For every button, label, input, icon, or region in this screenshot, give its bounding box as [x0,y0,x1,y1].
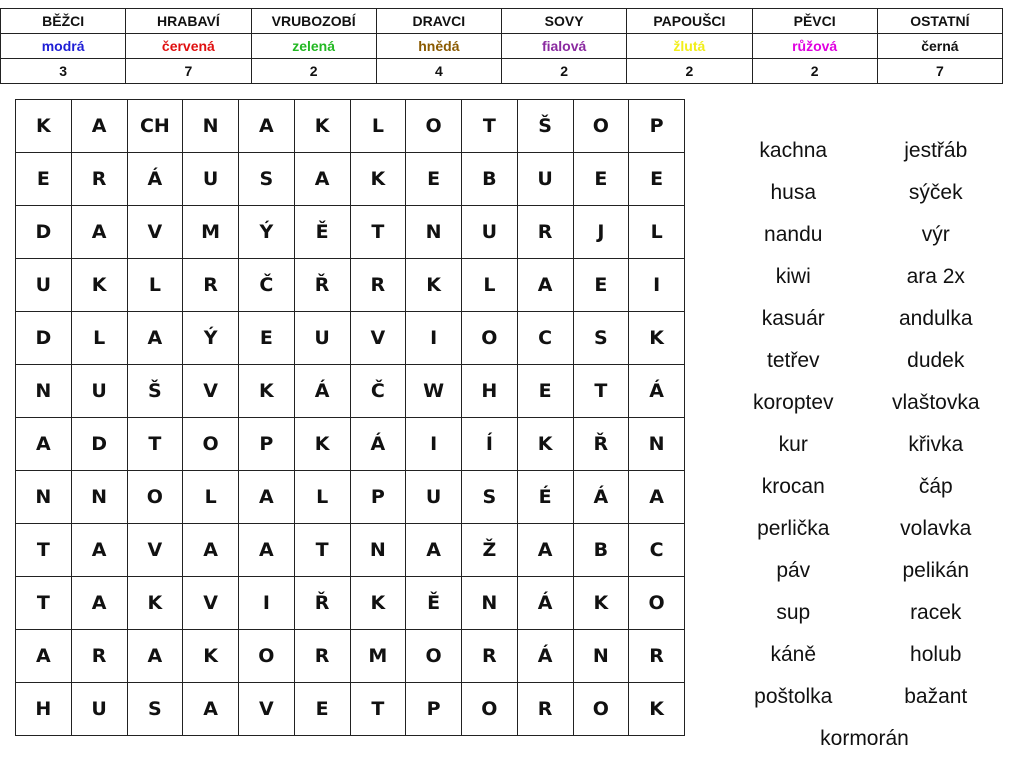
grid-cell[interactable]: O [573,683,629,736]
word-list-row [722,466,1007,508]
word-item[interactable]: křivka [908,433,964,456]
grid-cell[interactable]: R [517,683,573,736]
grid-cell[interactable]: A [127,312,183,365]
word-list-row [722,340,1007,382]
grid-cell[interactable]: Š [517,100,573,153]
grid-cell[interactable]: E [629,153,685,206]
grid-cell[interactable]: A [183,683,239,736]
grid-cell[interactable]: L [183,471,239,524]
grid-cell[interactable]: O [573,100,629,153]
word-item[interactable]: dudek [907,349,965,372]
grid-cell[interactable]: Ž [462,524,518,577]
legend-count-cell: 7 [126,59,251,84]
grid-cell[interactable]: A [239,524,295,577]
word-item[interactable]: vlaštovka [891,391,980,414]
grid-cell[interactable]: Š [127,365,183,418]
legend-count-cell: 7 [877,59,1002,84]
legend-count-cell: 2 [502,59,627,84]
grid-cell[interactable]: K [71,259,127,312]
legend-color-row [1,34,1003,59]
legend-color-cell: fialová [502,34,627,59]
grid-cell[interactable]: C [517,312,573,365]
grid-cell[interactable]: CH [127,100,183,153]
grid-cell[interactable]: U [16,259,72,312]
word-item[interactable]: poštolka [754,685,833,708]
legend-category-cell: PĚVCI [752,9,877,34]
grid-row [16,630,685,683]
word-item[interactable]: kur [778,433,808,456]
grid-cell[interactable]: N [16,365,72,418]
grid-cell[interactable]: A [406,524,462,577]
grid-cell[interactable]: A [71,100,127,153]
word-item[interactable]: krocan [761,475,825,498]
category-legend-table [0,8,1003,84]
grid-cell[interactable]: A [71,206,127,259]
grid-cell[interactable]: A [127,630,183,683]
grid-cell[interactable]: A [239,471,295,524]
grid-cell[interactable]: Ý [239,206,295,259]
grid-cell[interactable]: Ě [294,206,350,259]
word-list-last-row [722,718,1007,760]
grid-cell[interactable]: Á [517,577,573,630]
grid-cell[interactable]: E [573,153,629,206]
grid-cell[interactable]: M [183,206,239,259]
grid-cell[interactable]: D [16,206,72,259]
grid-cell[interactable]: V [127,206,183,259]
word-item[interactable]: kiwi [775,265,811,288]
grid-cell[interactable]: L [350,100,406,153]
grid-cell[interactable]: T [294,524,350,577]
grid-cell[interactable]: Ř [294,577,350,630]
grid-cell[interactable]: N [462,577,518,630]
grid-cell[interactable]: O [127,471,183,524]
legend-color-cell: zelená [251,34,376,59]
word-item[interactable]: výr [921,223,950,246]
grid-cell[interactable]: R [462,630,518,683]
legend-category-cell: BĚŽCI [1,9,126,34]
grid-row [16,100,685,153]
grid-cell[interactable]: K [629,312,685,365]
grid-cell[interactable]: Á [629,365,685,418]
legend-color-cell: modrá [1,34,126,59]
grid-row [16,524,685,577]
grid-row [16,259,685,312]
grid-cell[interactable]: Č [350,365,406,418]
legend-color-cell: hnědá [376,34,501,59]
legend-category-cell: HRABAVÍ [126,9,251,34]
grid-cell[interactable]: R [71,630,127,683]
grid-row [16,418,685,471]
grid-cell[interactable]: A [517,259,573,312]
grid-row [16,683,685,736]
word-item[interactable]: páv [776,559,811,582]
grid-cell[interactable]: Á [573,471,629,524]
grid-cell[interactable]: E [406,153,462,206]
word-item[interactable]: holub [910,643,962,666]
grid-row [16,577,685,630]
word-item[interactable]: kormorán [820,727,909,750]
word-item[interactable]: perlička [757,517,830,540]
legend-category-row [1,9,1003,34]
grid-row [16,153,685,206]
grid-cell[interactable]: É [517,471,573,524]
word-item[interactable]: bažant [904,685,968,708]
grid-cell[interactable]: B [462,153,518,206]
grid-cell[interactable]: P [239,418,295,471]
grid-cell[interactable]: S [239,153,295,206]
grid-cell[interactable]: T [350,206,406,259]
grid-cell[interactable]: Á [294,365,350,418]
grid-cell[interactable]: L [462,259,518,312]
grid-cell[interactable]: L [71,312,127,365]
grid-cell[interactable]: A [183,524,239,577]
grid-cell[interactable]: D [71,418,127,471]
word-list-row [722,298,1007,340]
grid-cell[interactable]: Á [127,153,183,206]
word-item[interactable]: jestřáb [904,139,968,162]
grid-cell[interactable]: I [406,312,462,365]
grid-cell[interactable]: R [517,206,573,259]
grid-cell[interactable]: Á [350,418,406,471]
legend-color-cell: žlutá [627,34,752,59]
grid-cell[interactable]: W [406,365,462,418]
word-item[interactable]: sup [776,601,811,624]
word-list [722,130,1007,760]
legend-count-row [1,59,1003,84]
grid-cell[interactable]: K [294,100,350,153]
word-list-row [722,256,1007,298]
grid-cell[interactable]: A [517,524,573,577]
word-search-grid [15,99,685,736]
word-item[interactable]: kasuár [761,307,825,330]
grid-cell[interactable]: O [462,683,518,736]
grid-cell[interactable]: R [350,259,406,312]
grid-cell[interactable]: N [629,418,685,471]
grid-cell[interactable]: C [629,524,685,577]
grid-cell[interactable]: T [127,418,183,471]
word-item[interactable]: ara 2x [906,265,965,288]
grid-cell[interactable]: T [573,365,629,418]
word-item[interactable]: volavka [900,517,972,540]
legend-count-cell: 2 [251,59,376,84]
grid-cell[interactable]: S [573,312,629,365]
grid-cell[interactable]: A [16,418,72,471]
grid-cell[interactable]: U [71,683,127,736]
grid-cell[interactable]: V [350,312,406,365]
grid-cell[interactable]: K [517,418,573,471]
grid-cell[interactable]: P [350,471,406,524]
word-item[interactable]: tetřev [766,349,820,372]
legend-category-cell: DRAVCI [376,9,501,34]
grid-cell[interactable]: O [183,418,239,471]
word-item[interactable]: sýček [908,181,963,204]
grid-cell[interactable]: E [573,259,629,312]
grid-cell[interactable]: V [239,683,295,736]
grid-cell[interactable]: N [16,471,72,524]
legend-category-cell: OSTATNÍ [877,9,1002,34]
grid-cell[interactable]: K [629,683,685,736]
grid-cell[interactable]: T [350,683,406,736]
grid-cell[interactable]: K [239,365,295,418]
legend-count-cell: 2 [627,59,752,84]
grid-cell[interactable]: H [16,683,72,736]
grid-cell[interactable]: E [517,365,573,418]
grid-cell[interactable]: B [573,524,629,577]
grid-cell[interactable]: D [16,312,72,365]
word-list-row [722,214,1007,256]
grid-cell[interactable]: U [183,153,239,206]
grid-cell[interactable]: Ý [183,312,239,365]
word-list-row [722,676,1007,718]
word-item[interactable]: racek [910,601,962,624]
grid-cell[interactable]: Č [239,259,295,312]
grid-cell[interactable]: U [517,153,573,206]
word-list-row [722,382,1007,424]
grid-cell[interactable]: M [350,630,406,683]
grid-cell[interactable]: K [127,577,183,630]
grid-cell[interactable]: R [183,259,239,312]
grid-cell[interactable]: O [239,630,295,683]
grid-cell[interactable]: A [71,577,127,630]
grid-cell[interactable]: P [629,100,685,153]
word-list-row [722,130,1007,172]
grid-row [16,206,685,259]
word-item[interactable]: nandu [764,223,823,246]
grid-cell[interactable]: V [183,365,239,418]
grid-cell[interactable]: N [350,524,406,577]
grid-cell[interactable]: K [573,577,629,630]
grid-cell[interactable]: U [406,471,462,524]
grid-cell[interactable]: U [294,312,350,365]
word-item[interactable]: andulka [898,307,973,330]
grid-cell[interactable]: V [127,524,183,577]
grid-cell[interactable]: S [462,471,518,524]
grid-cell[interactable]: N [71,471,127,524]
grid-cell[interactable]: I [239,577,295,630]
word-item[interactable]: čáp [918,475,953,498]
grid-cell[interactable]: K [16,100,72,153]
legend-category-cell: PAPOUŠCI [627,9,752,34]
grid-cell[interactable]: T [462,100,518,153]
word-list-row [722,508,1007,550]
word-list-row [722,424,1007,466]
grid-cell[interactable]: E [239,312,295,365]
word-item[interactable]: pelikán [902,559,970,582]
grid-cell[interactable]: Ř [294,259,350,312]
grid-cell[interactable]: P [406,683,462,736]
word-list-row [722,550,1007,592]
grid-cell[interactable]: E [16,153,72,206]
grid-cell[interactable]: A [239,100,295,153]
grid-cell[interactable]: Ě [406,577,462,630]
grid-cell[interactable]: J [573,206,629,259]
grid-cell[interactable]: O [629,577,685,630]
grid-cell[interactable]: A [71,524,127,577]
word-item[interactable]: koroptev [752,391,834,414]
word-list-row [722,634,1007,676]
grid-row [16,365,685,418]
legend-color-cell: růžová [752,34,877,59]
grid-cell[interactable]: L [294,471,350,524]
word-list-row [722,592,1007,634]
grid-cell[interactable]: K [350,577,406,630]
grid-cell[interactable]: I [406,418,462,471]
grid-cell[interactable]: I [629,259,685,312]
grid-row [16,312,685,365]
grid-cell[interactable]: Í [462,418,518,471]
word-item[interactable]: husa [770,181,817,204]
grid-cell[interactable]: L [629,206,685,259]
grid-row [16,471,685,524]
grid-cell[interactable]: K [350,153,406,206]
grid-cell[interactable]: A [16,630,72,683]
grid-cell[interactable]: S [127,683,183,736]
grid-cell[interactable]: Ř [573,418,629,471]
grid-cell[interactable]: O [406,630,462,683]
grid-cell[interactable]: O [462,312,518,365]
legend-category-cell: SOVY [502,9,627,34]
grid-cell[interactable]: R [294,630,350,683]
grid-cell[interactable]: T [16,524,72,577]
word-item[interactable]: kachna [759,139,828,162]
grid-cell[interactable]: K [406,259,462,312]
legend-color-cell: černá [877,34,1002,59]
grid-cell[interactable]: K [183,630,239,683]
grid-cell[interactable]: A [294,153,350,206]
grid-cell[interactable]: U [462,206,518,259]
grid-cell[interactable]: N [573,630,629,683]
legend-color-cell: červená [126,34,251,59]
grid-cell[interactable]: K [294,418,350,471]
legend-count-cell: 2 [752,59,877,84]
grid-cell[interactable]: H [462,365,518,418]
grid-cell[interactable]: R [71,153,127,206]
grid-cell[interactable]: N [183,100,239,153]
grid-cell[interactable]: N [406,206,462,259]
legend-count-cell: 3 [1,59,126,84]
grid-cell[interactable]: U [71,365,127,418]
word-item[interactable]: káně [770,643,817,666]
grid-cell[interactable]: Á [517,630,573,683]
grid-cell[interactable]: E [294,683,350,736]
grid-cell[interactable]: R [629,630,685,683]
grid-cell[interactable]: L [127,259,183,312]
grid-cell[interactable]: O [406,100,462,153]
legend-count-cell: 4 [376,59,501,84]
grid-cell[interactable]: A [629,471,685,524]
grid-cell[interactable]: T [16,577,72,630]
word-list-row [722,172,1007,214]
legend-category-cell: VRUBOZOBÍ [251,9,376,34]
grid-cell[interactable]: V [183,577,239,630]
